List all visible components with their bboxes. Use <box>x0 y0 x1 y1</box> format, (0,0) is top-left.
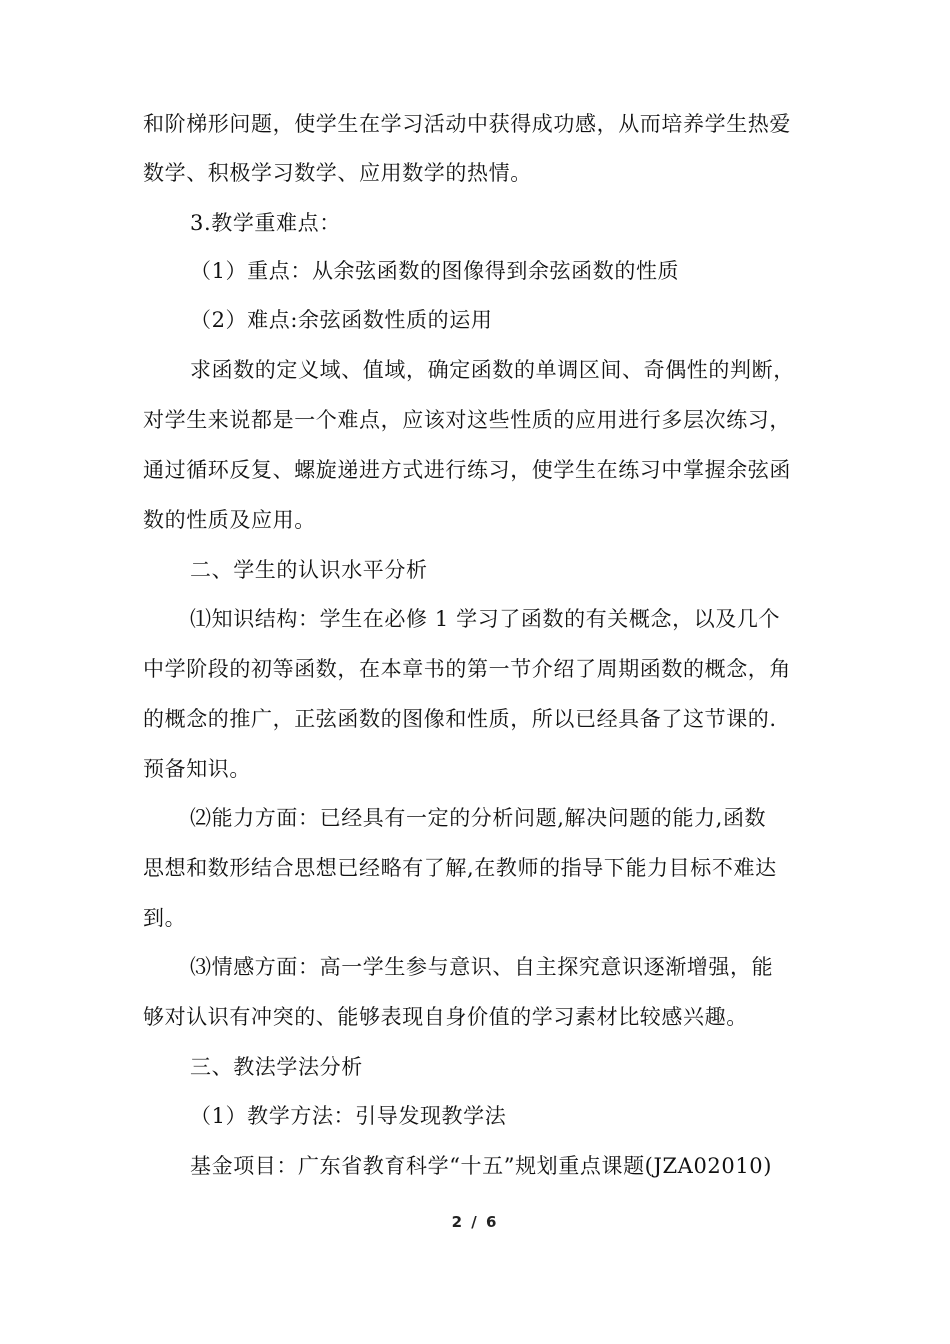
paragraph-line: 思想和数形结合思想已经略有了解,在教师的指导下能力目标不难达 <box>143 856 777 880</box>
section-heading: 3.教学重难点： <box>190 211 341 235</box>
paragraph-line: 够对认识有冲突的、能够表现自身价值的学习素材比较感兴趣。 <box>143 1005 748 1029</box>
list-item: （1）重点：从余弦函数的图像得到余弦函数的性质 <box>190 259 680 283</box>
footnote-line: 基金项目：广东省教育科学“十五”规划重点课题(JZA02010) <box>190 1154 773 1178</box>
paragraph-line: ⑶情感方面：高一学生参与意识、自主探究意识逐渐增强，能 <box>190 955 774 979</box>
section-heading: 二、学生的认识水平分析 <box>190 558 428 582</box>
paragraph-line: 对学生来说都是一个难点，应该对这些性质的应用进行多层次练习， <box>143 408 791 432</box>
paragraph-line: 通过循环反复、螺旋递进方式进行练习，使学生在练习中掌握余弦函 <box>143 458 791 482</box>
paragraph-line: 的概念的推广，正弦函数的图像和性质，所以已经具备了这节课的. <box>143 707 777 731</box>
paragraph-line: 预备知识。 <box>143 757 251 781</box>
paragraph-line: 中学阶段的初等函数，在本章书的第一节介绍了周期函数的概念，角 <box>143 657 791 681</box>
page-number: 2 / 6 <box>451 1213 499 1231</box>
section-heading: 三、教法学法分析 <box>190 1055 363 1079</box>
paragraph-line: 数学、积极学习数学、应用数学的热情。 <box>143 161 532 185</box>
list-item: （2）难点:余弦函数性质的运用 <box>190 308 493 332</box>
list-item: （1）教学方法：引导发现教学法 <box>190 1104 507 1128</box>
paragraph-line: ⑵能力方面：已经具有一定的分析问题,解决问题的能力,函数 <box>190 806 767 830</box>
paragraph-line: 求函数的定义域、值域，确定函数的单调区间、奇偶性的判断， <box>190 358 795 382</box>
paragraph-line: ⑴知识结构：学生在必修 1 学习了函数的有关概念，以及几个 <box>190 607 781 631</box>
paragraph-line: 到。 <box>143 906 187 930</box>
paragraph-line: 数的性质及应用。 <box>143 508 316 532</box>
paragraph-line: 和阶梯形问题，使学生在学习活动中获得成功感，从而培养学生热爱 <box>143 112 791 136</box>
